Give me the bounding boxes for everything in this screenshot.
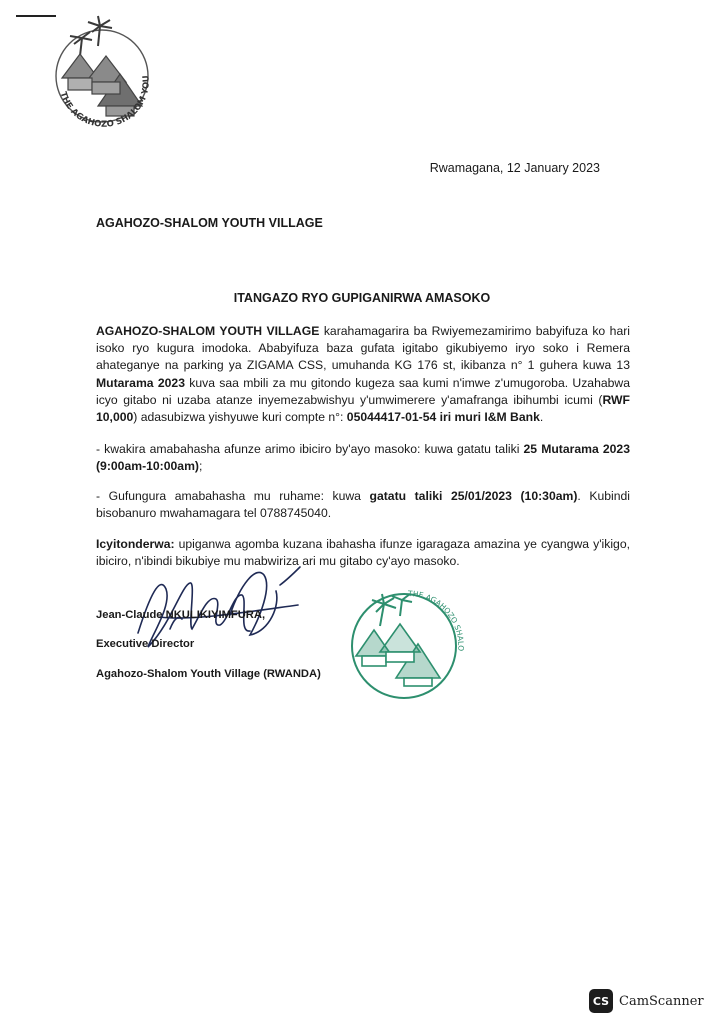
signatory-position: Executive Director xyxy=(96,638,195,650)
camscanner-label: CamScanner xyxy=(619,993,704,1009)
stamp-lettering: THE AGAHOZO SHALO xyxy=(407,588,466,652)
recipient-organization: AGAHOZO-SHALOM YOUTH VILLAGE xyxy=(96,216,323,230)
organization-logo xyxy=(40,12,160,136)
logo-lettering: THE AGAHOZO SHALOM YOU xyxy=(57,74,152,130)
letter-date: Rwamagana, 12 January 2023 xyxy=(429,161,600,175)
signatory-organization: Agahozo-Shalom Youth Village (RWANDA) xyxy=(96,668,321,680)
organization-stamp xyxy=(340,586,466,706)
paragraph-bid-reception: - kwakira amabahasha afunze arimo ibiciro by'ayo masoko: kuwa gatatu taliki 25 Mutarama 2023 (9:00am-10:00am); xyxy=(96,442,630,474)
announcement-title: ITANGAZO RYO GUPIGANIRWA AMASOKO xyxy=(233,291,491,305)
paragraph-bid-opening: - Gufungura amabahasha mu ruhame: kuwa gatatu taliki 25/01/2023 (10:30am). Kubindi bisobanuro mwahamagara tel 0788745040. xyxy=(96,489,630,521)
paragraph-notice: Icyitonderwa: upiganwa agomba kuzana ibahasha ifunze igaragaza amazina ye cyangwa y'ikigo, ibiciro, n'ibindi bikubiye mu mabwiriza ari mu gitabo cy'ayo masoko. xyxy=(96,537,630,569)
camscanner-icon: CS xyxy=(589,989,613,1013)
camscanner-watermark xyxy=(589,987,704,1015)
signatory-name: Jean-Claude NKULIKIYIMFURA, xyxy=(96,609,266,621)
paragraph-main: AGAHOZO-SHALOM YOUTH VILLAGE karahamagarira ba Rwiyemezamirimo babyifuza ko hari isoko ryo kugura imodoka. Ababyifuza baza gufata igitabo gikubiyemo iryo soko i Remera ahateganye na parking ya ZIGAMA CSS, umuhanda KG 176 st, ikibanza n° 1 guhera kuwa 13 Mutarama 2023 kuva saa mbili za mu gitondo kugeza saa kumi n'imwe z'umugoroba. Uzahabwa icyo gitabo ni uzaba atanze inyemezabwishyu y'umwimerere y'amafranga ibihumbi icumi (RWF 10,000) adasubizwa yishyuwe kuri compte n°: 05044417-01-54 iri muri I&M Bank. xyxy=(96,324,630,425)
